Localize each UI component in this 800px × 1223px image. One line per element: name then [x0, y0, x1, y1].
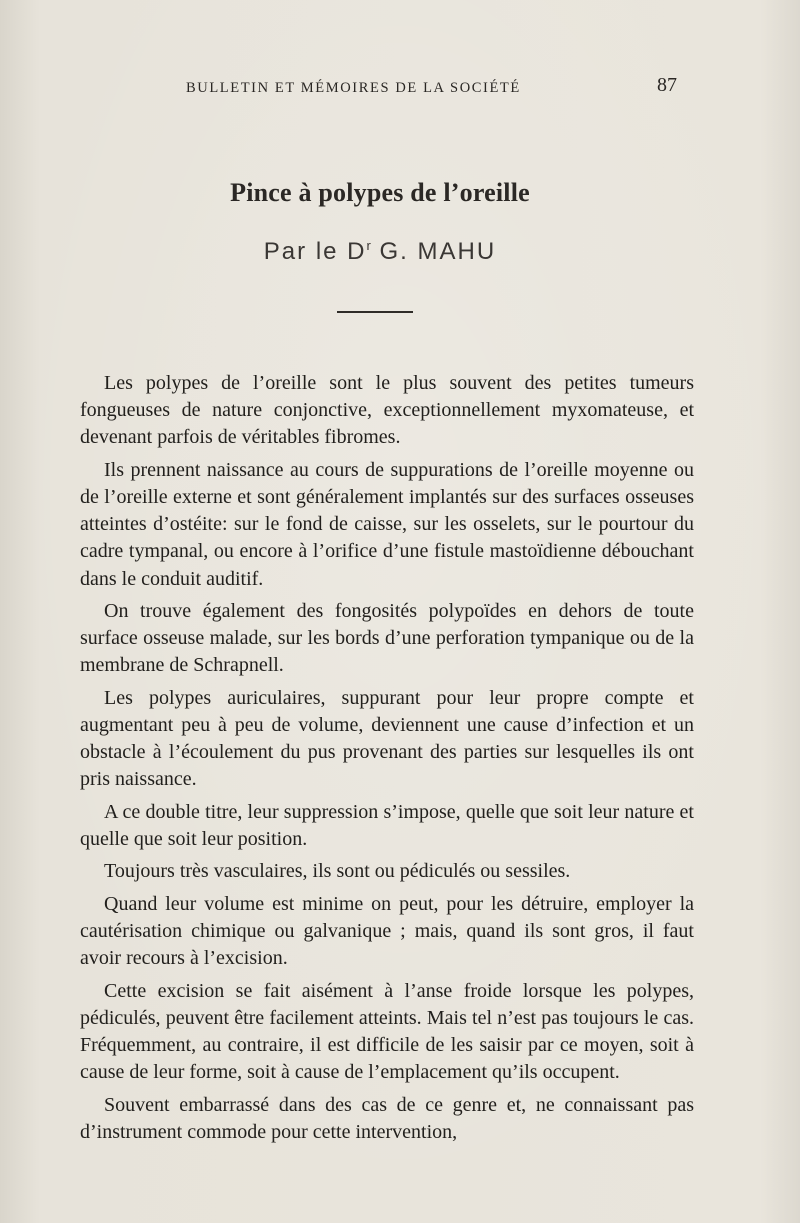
- author-name: G. MAHU: [379, 238, 497, 265]
- article-title: Pince à polypes de l’oreille: [230, 178, 530, 207]
- paragraph: Quand leur volume est minime on peut, pour les détruire, employer la cautérisation chimique ou galvanique ; mais, quand ils sont gros, il faut avoir recours à l’excision.: [80, 892, 694, 970]
- author-prefix: Par le D: [263, 238, 367, 265]
- running-head: BULLETIN ET MÉMOIRES DE LA SOCIÉTÉ: [186, 80, 521, 96]
- article-body: [80, 370, 694, 1151]
- page-number: 87: [657, 74, 677, 96]
- paragraph: Toujours très vasculaires, ils sont ou pédiculés ou sessiles.: [104, 860, 571, 883]
- author-title-sup: r: [366, 238, 371, 253]
- title-divider: [337, 311, 413, 313]
- paragraph: Les polypes de l’oreille sont le plus souvent des petites tumeurs fongueuses de nature conjonctive, exceptionnellement myxomateuse, et devenant parfois de véritables fibromes.: [80, 372, 694, 449]
- paragraph: Les polypes auriculaires, suppurant pour leur propre compte et augmentant peu à peu de volume, deviennent une cause d’infection et un obstacle à l’écoulement du pus provenant des parties sur lesquelles ils ont pris naissance.: [80, 686, 694, 791]
- paragraph: Ils prennent naissance au cours de suppurations de l’oreille moyenne ou de l’oreille externe et sont généralement implantés sur des surfaces osseuses atteintes d’ostéite: sur le fond de caisse, sur les osselets, sur le pourtour du cadre tympanal, ou encore à l’orifice d’une fistule mastoïdienne débouchant dans le conduit auditif.: [80, 458, 694, 590]
- paragraph: A ce double titre, leur suppression s’impose, quelle que soit leur nature et quelle que soit leur position.: [80, 800, 694, 850]
- paragraph: Cette excision se fait aisément à l’anse froide lorsque les polypes, pédiculés, peuvent être facilement atteints. Mais tel n’est pas toujours le cas. Fréquemment, au contraire, il est difficile de les saisir par ce moyen, soit à cause de leur forme, soit à cause de l’emplacement qu’ils occupent.: [80, 979, 694, 1084]
- paragraph: On trouve également des fongosités polypoïdes en dehors de toute surface osseuse malade, sur les bords d’une perforation tympanique ou de la membrane de Schrapnell.: [80, 600, 694, 677]
- author-line: [0, 238, 760, 266]
- paragraph: Souvent embarrassé dans des cas de ce genre et, ne connaissant pas d’instrument commode pour cette intervention,: [80, 1093, 694, 1143]
